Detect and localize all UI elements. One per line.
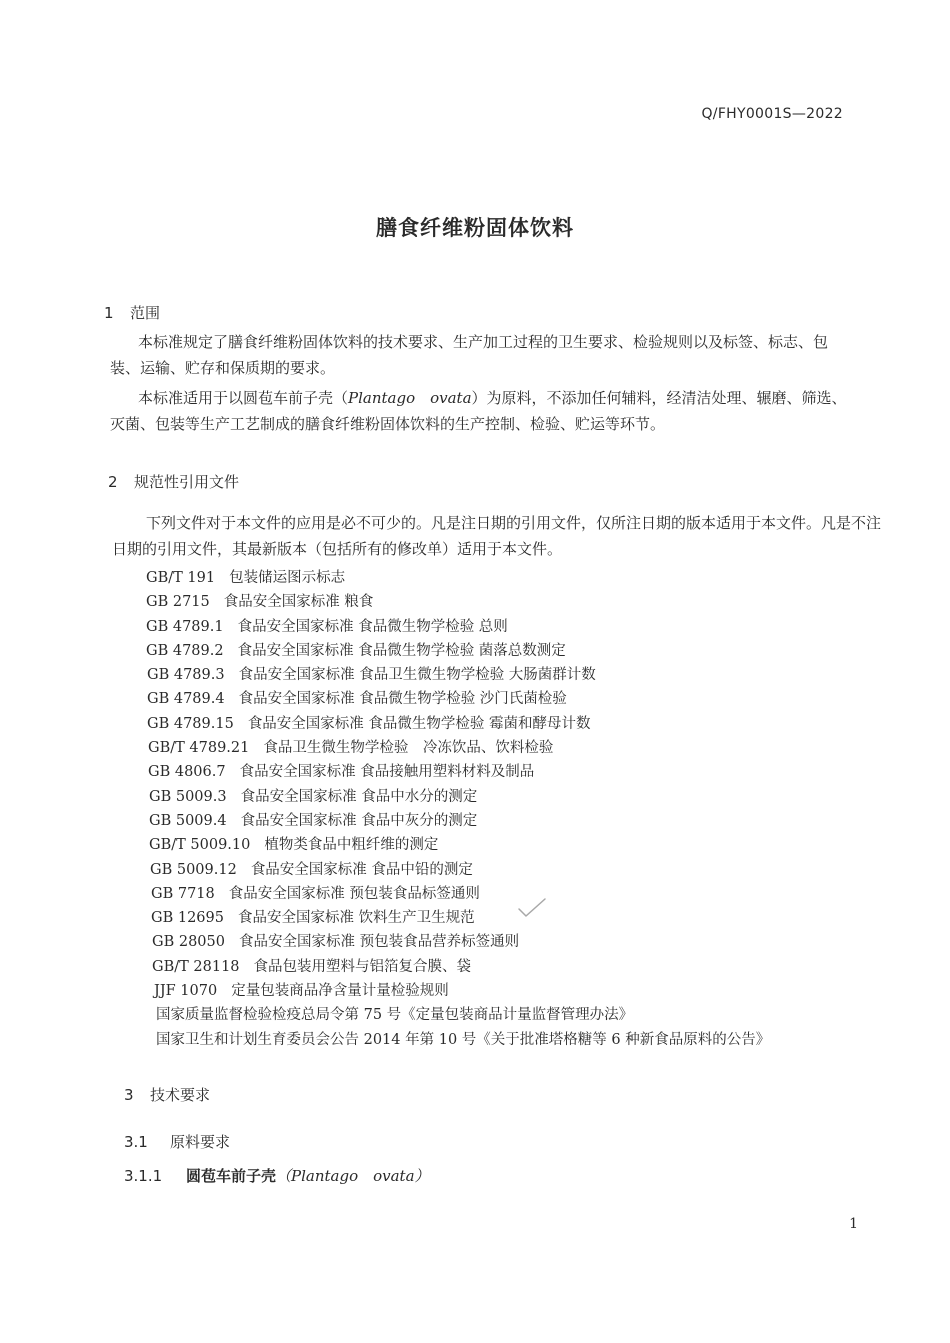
reference-code: GB 4789.1 [146, 618, 224, 635]
section-title: 范围 [130, 304, 161, 322]
reference-item [146, 736, 770, 760]
reference-code: GB 4789.3 [147, 667, 225, 684]
reference-code: GB 2715 [146, 594, 210, 611]
reference-title: 食品安全国家标准 食品卫生微生物学检验 大肠菌群计数 [238, 667, 596, 684]
section-1-paragraph-2 [110, 385, 850, 437]
reference-title: 定量包装商品净含量计量检验规则 [231, 983, 449, 1000]
reference-title: 食品安全国家标准 食品中灰分的测定 [240, 812, 478, 829]
check-mark-icon [517, 896, 547, 924]
reference-title: 食品安全国家标准 粮食 [223, 594, 374, 611]
reference-title: 食品安全国家标准 预包装食品标签通则 [228, 885, 480, 902]
reference-title: 食品包装用塑料与铝箔复合膜、袋 [253, 958, 472, 975]
reference-code: GB 4789.2 [146, 642, 224, 659]
reference-item [146, 833, 770, 857]
reference-item [146, 906, 770, 930]
section-number: 3.1 [124, 1133, 148, 1151]
reference-code: GB 5009.12 [150, 861, 237, 878]
reference-title: 食品安全国家标准 食品微生物学检验 菌落总数测定 [237, 642, 566, 659]
section-number: 3.1.1 [124, 1167, 163, 1185]
reference-title: 国家卫生和计划生育委员会公告 2014 年第 10 号《关于批准塔格糖等 6 种新食品原料的公告》 [156, 1031, 771, 1048]
reference-item [146, 760, 770, 784]
section-title: 圆苞车前子壳 [186, 1167, 277, 1185]
section-number: 3 [124, 1086, 134, 1104]
reference-item [146, 809, 770, 833]
reference-item [146, 639, 770, 663]
page-number: 1 [849, 1216, 858, 1232]
section-number: 2 [108, 473, 118, 491]
section-title: 技术要求 [150, 1086, 211, 1104]
section-2-heading [108, 471, 239, 492]
reference-item [146, 663, 770, 687]
reference-code: GB 5009.3 [149, 788, 227, 805]
reference-code: GB/T 191 [146, 570, 216, 586]
reference-title: 植物类食品中粗纤维的测定 [264, 837, 439, 854]
reference-item [146, 882, 770, 906]
reference-code: GB/T 4789.21 [148, 740, 250, 757]
reference-title: 食品安全国家标准 食品微生物学检验 沙门氏菌检验 [238, 691, 567, 708]
latin-name: （Plantago ovata） [276, 1167, 430, 1185]
paragraph-text: 本标准适用于以圆苞车前子壳（ [138, 389, 349, 407]
section-3-1-1-heading [124, 1165, 430, 1186]
document-title: 膳食纤维粉固体饮料 [376, 216, 574, 240]
reference-title: 食品安全国家标准 食品微生物学检验 总则 [237, 618, 508, 635]
section-3-heading [124, 1084, 210, 1105]
reference-item [146, 858, 770, 882]
reference-code: GB 28050 [152, 934, 225, 951]
section-title: 规范性引用文件 [134, 473, 240, 491]
latin-name: Plantago ovata [348, 389, 472, 407]
reference-item [146, 1028, 770, 1052]
section-2-intro: 下列文件对于本文件的应用是必不可少的。凡是注日期的引用文件，仅所注日期的版本适用于本文件。凡是不注日期的引用文件，其最新版本（包括所有的修改单）适用于本文件。 [112, 514, 882, 558]
reference-title: 包装储运图示标志 [229, 570, 346, 586]
reference-code: GB 7718 [151, 885, 215, 902]
reference-title: 食品安全国家标准 食品中水分的测定 [240, 788, 478, 805]
reference-item [146, 590, 770, 614]
reference-code: GB/T 5009.10 [149, 837, 251, 854]
reference-item [146, 979, 770, 1003]
reference-code: GB 4789.15 [147, 715, 234, 732]
paragraph-text: ）为原料，不添加任何辅料，经清洁处理、辗磨、筛选、灭菌、包装等生产工艺制成的膳食纤维粉固体饮料的生产控制、检验、贮运等环节。 [110, 389, 847, 433]
reference-title: 食品安全国家标准 食品接触用塑料材料及制品 [239, 764, 535, 781]
reference-item [146, 955, 770, 979]
reference-title: 食品安全国家标准 食品中铅的测定 [250, 861, 473, 878]
reference-code: JJF 1070 [154, 983, 218, 1000]
reference-code: GB 5009.4 [149, 812, 227, 829]
section-number: 1 [104, 304, 114, 322]
reference-code: GB 12695 [151, 910, 224, 927]
section-1-paragraph-1: 本标准规定了膳食纤维粉固体饮料的技术要求、生产加工过程的卫生要求、检验规则以及标签、标志、包装、运输、贮存和保质期的要求。 [110, 333, 829, 377]
reference-title: 国家质量监督检验检疫总局令第 75 号《定量包装商品计量监督管理办法》 [156, 1007, 634, 1024]
section-1-heading [104, 302, 160, 323]
reference-title: 食品安全国家标准 预包装食品营养标签通则 [238, 934, 520, 951]
section-title: 原料要求 [170, 1133, 231, 1151]
reference-item [146, 785, 770, 809]
reference-code: GB 4789.4 [147, 691, 225, 708]
reference-list [146, 566, 770, 1052]
reference-title: 食品安全国家标准 饮料生产卫生规范 [237, 910, 475, 927]
reference-item [146, 566, 770, 590]
reference-title: 食品卫生微生物学检验 冷冻饮品、饮料检验 [263, 740, 554, 757]
reference-title: 食品安全国家标准 食品微生物学检验 霉菌和酵母计数 [247, 715, 591, 732]
reference-item [146, 615, 770, 639]
reference-item [146, 1003, 770, 1027]
section-3-1-heading [124, 1131, 230, 1152]
document-code: Q/FHY0001S—2022 [701, 106, 843, 122]
reference-item [146, 687, 770, 711]
reference-item [146, 930, 770, 954]
reference-code: GB/T 28118 [152, 958, 240, 975]
reference-item [146, 712, 770, 736]
reference-code: GB 4806.7 [148, 764, 226, 781]
